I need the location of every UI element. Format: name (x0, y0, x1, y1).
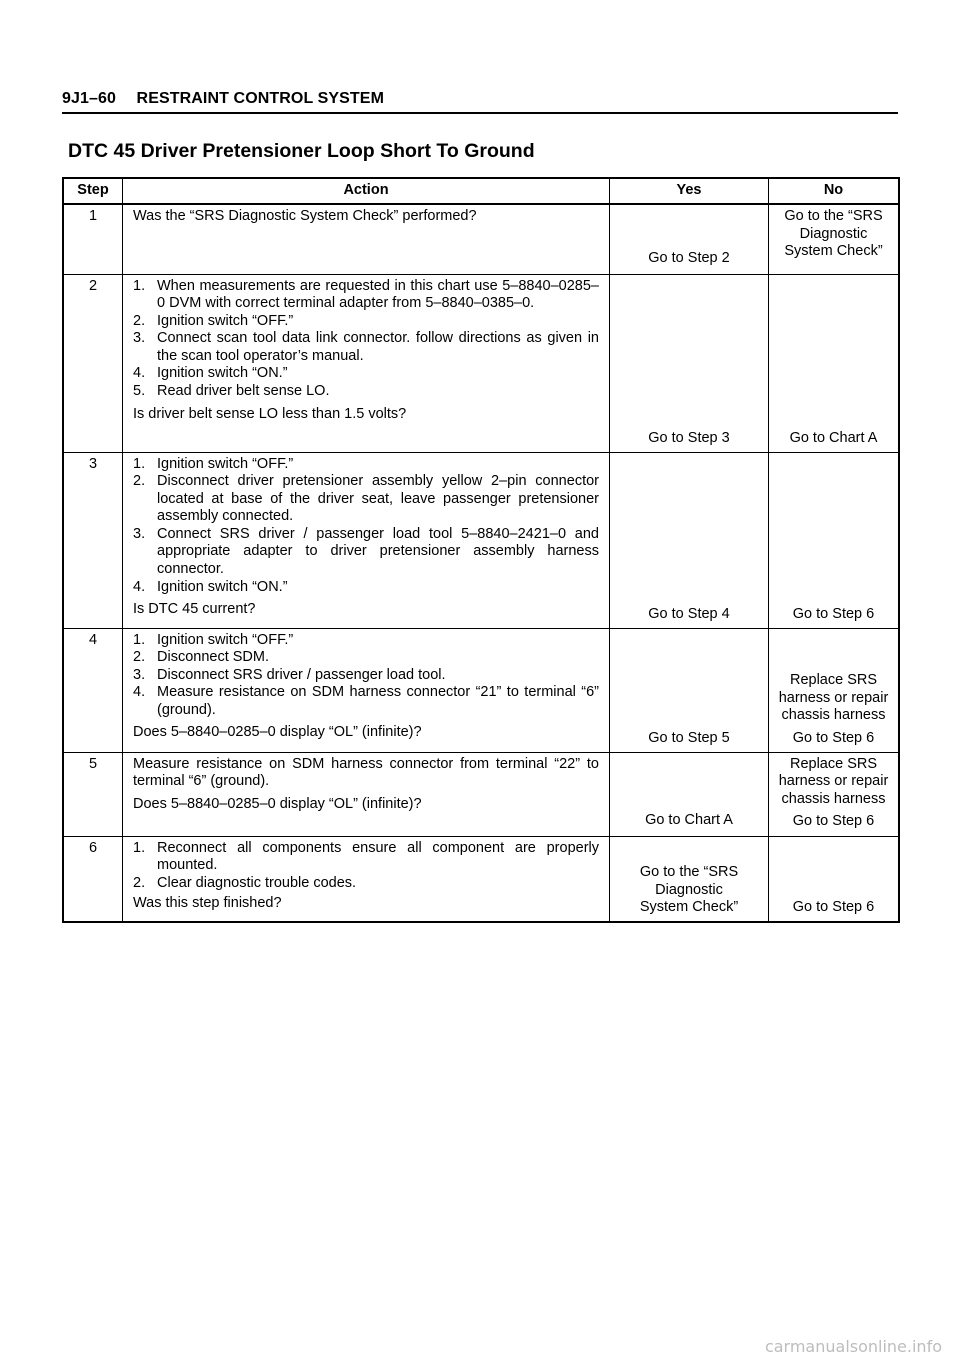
action-step-item (133, 667, 599, 685)
action-step-number: 1. (133, 631, 146, 648)
table-row (63, 204, 899, 274)
action-question: Is driver belt sense LO less than 1.5 volts? (133, 405, 407, 422)
action-step-number: 4. (133, 578, 146, 595)
no-outcome-line: Go to Step 6 (792, 899, 875, 916)
action-steps-list (133, 632, 599, 720)
no-note-line: Replace SRS (789, 755, 878, 772)
action-question: Was the “SRS Diagnostic System Check” performed? (133, 208, 477, 224)
action-step-item (133, 632, 599, 650)
yes-cell (610, 628, 769, 752)
action-steps-list (133, 278, 599, 401)
yes-cell (610, 452, 769, 628)
action-step-item (133, 684, 599, 719)
step-number: 3 (63, 452, 123, 628)
table-header-row (63, 178, 899, 204)
action-step-item (133, 473, 599, 526)
action-question: Does 5–8840–0285–0 display “OL” (infinite)? (133, 795, 422, 812)
action-step-item (133, 875, 599, 893)
action-step-number: 1. (133, 455, 146, 472)
no-cell (769, 204, 900, 274)
action-step-text: Connect scan tool data link connector. follow directions as given in the scan tool operator’s manual. (157, 330, 599, 364)
action-step-item (133, 579, 599, 597)
action-step-number: 5. (133, 383, 146, 400)
step-number: 1 (63, 204, 123, 274)
column-header-action: Action (123, 178, 610, 204)
action-step-number: 2. (133, 649, 146, 666)
action-cell (123, 836, 610, 922)
action-question: Was this step finished? (133, 895, 282, 912)
action-step-number: 3. (133, 525, 146, 542)
action-question: Does 5–8840–0285–0 display “OL” (infinite)? (133, 724, 422, 741)
no-note-line: harness or repair (778, 689, 889, 706)
table-body (63, 204, 899, 922)
yes-outcome-line: Go to Step 2 (648, 249, 730, 266)
yes-outcome-line: System Check” (639, 899, 739, 916)
action-step-text: Ignition switch “ON.” (157, 578, 288, 595)
action-step-number: 4. (133, 684, 146, 701)
action-question: Is DTC 45 current? (133, 601, 256, 618)
yes-cell (610, 752, 769, 836)
yes-cell (610, 274, 769, 452)
yes-outcome-line: Go to Step 3 (648, 429, 730, 446)
action-cell (123, 274, 610, 452)
yes-outcome-line: Go to Chart A (645, 811, 733, 828)
action-step-item (133, 526, 599, 579)
action-cell (123, 452, 610, 628)
action-steps-list (133, 840, 599, 893)
action-step-number: 4. (133, 365, 146, 382)
action-step-item (133, 649, 599, 667)
action-step-item (133, 365, 599, 383)
step-number: 4 (63, 628, 123, 752)
step-number: 2 (63, 274, 123, 452)
action-step-item (133, 383, 599, 401)
no-note-line: harness or repair (778, 773, 889, 790)
action-step-number: 2. (133, 312, 146, 329)
watermark: carmanualsonline.info (764, 1337, 942, 1356)
no-cell (769, 452, 900, 628)
step-number: 5 (63, 752, 123, 836)
action-step-number: 2. (133, 473, 146, 490)
action-step-number: 2. (133, 874, 146, 891)
action-step-number: 3. (133, 330, 146, 347)
no-outcome-line: Go to Chart A (789, 429, 878, 446)
action-step-text: When measurements are requested in this chart use 5–8840–0285–0 DVM with correct terminal adapter from 5–8840–0385–0. (157, 277, 599, 312)
step-number: 6 (63, 836, 123, 922)
yes-outcome-line: Go to the “SRS (639, 864, 739, 881)
action-step-text: Read driver belt sense LO. (157, 383, 330, 400)
yes-outcome-line: Go to Step 4 (648, 605, 730, 622)
column-header-step: Step (63, 178, 123, 204)
action-step-text: Disconnect SRS driver / passenger load tool. (157, 666, 446, 683)
yes-cell (610, 836, 769, 922)
action-step-text: Ignition switch “OFF.” (157, 312, 294, 329)
action-step-text: Ignition switch “OFF.” (157, 455, 294, 472)
column-header-no: No (769, 178, 900, 204)
action-step-text: Ignition switch “OFF.” (157, 631, 294, 648)
no-note-line: chassis harness (781, 790, 886, 807)
action-step-item (133, 456, 599, 474)
action-step-item (133, 278, 599, 313)
section-title: RESTRAINT CONTROL SYSTEM (136, 90, 384, 107)
action-text: Measure resistance on SDM harness connector from terminal “22” to terminal “6” (ground). (133, 755, 599, 790)
column-header-yes: Yes (610, 178, 769, 204)
action-cell (123, 752, 610, 836)
no-outcome-line: Go to the “SRS (784, 208, 883, 224)
action-step-text: Reconnect all components ensure all component are properly mounted. (157, 839, 599, 874)
diagnostic-table (62, 177, 900, 923)
action-step-item (133, 330, 599, 365)
action-step-text: Connect SRS driver / passenger load tool 5–8840–2421–0 and appropriate adapter to driver pretensioner assembly harness connector. (157, 525, 599, 578)
no-outcome-line: Go to Step 6 (792, 729, 875, 746)
no-note-line: chassis harness (781, 707, 886, 724)
no-outcome-line: Go to Step 6 (792, 605, 875, 622)
table-row (63, 628, 899, 752)
action-step-text: Disconnect SDM. (157, 649, 270, 666)
action-cell (123, 204, 610, 274)
table-row (63, 452, 899, 628)
action-step-item (133, 840, 599, 875)
table-row (63, 752, 899, 836)
no-cell (769, 628, 900, 752)
no-cell (769, 836, 900, 922)
page-title: DTC 45 Driver Pretensioner Loop Short To Ground (68, 140, 535, 162)
action-steps-list (133, 456, 599, 597)
action-step-text: Ignition switch “ON.” (157, 365, 288, 382)
action-step-text: Disconnect driver pretensioner assembly yellow 2–pin connector located at base of the driver seat, leave passenger pretensioner assembly connected. (157, 473, 599, 525)
page-header (62, 90, 898, 114)
no-outcome-line: Diagnostic (799, 225, 868, 242)
page-number: 9J1–60 (62, 90, 116, 107)
action-step-item (133, 313, 599, 331)
yes-cell (610, 204, 769, 274)
no-cell (769, 752, 900, 836)
no-outcome-line: System Check” (784, 243, 883, 260)
action-step-text: Measure resistance on SDM harness connector “21” to terminal “6” (ground). (157, 684, 599, 718)
yes-outcome-line: Go to Step 5 (648, 729, 730, 746)
yes-outcome-line: Diagnostic (655, 881, 723, 898)
table-row (63, 274, 899, 452)
action-step-number: 1. (133, 839, 146, 856)
action-step-text: Clear diagnostic trouble codes. (157, 874, 357, 891)
no-outcome-line: Go to Step 6 (792, 813, 875, 830)
action-cell (123, 628, 610, 752)
no-cell (769, 274, 900, 452)
no-note-line: Replace SRS (789, 672, 878, 689)
action-step-number: 3. (133, 666, 146, 683)
table-row (63, 836, 899, 922)
action-step-number: 1. (133, 277, 146, 294)
